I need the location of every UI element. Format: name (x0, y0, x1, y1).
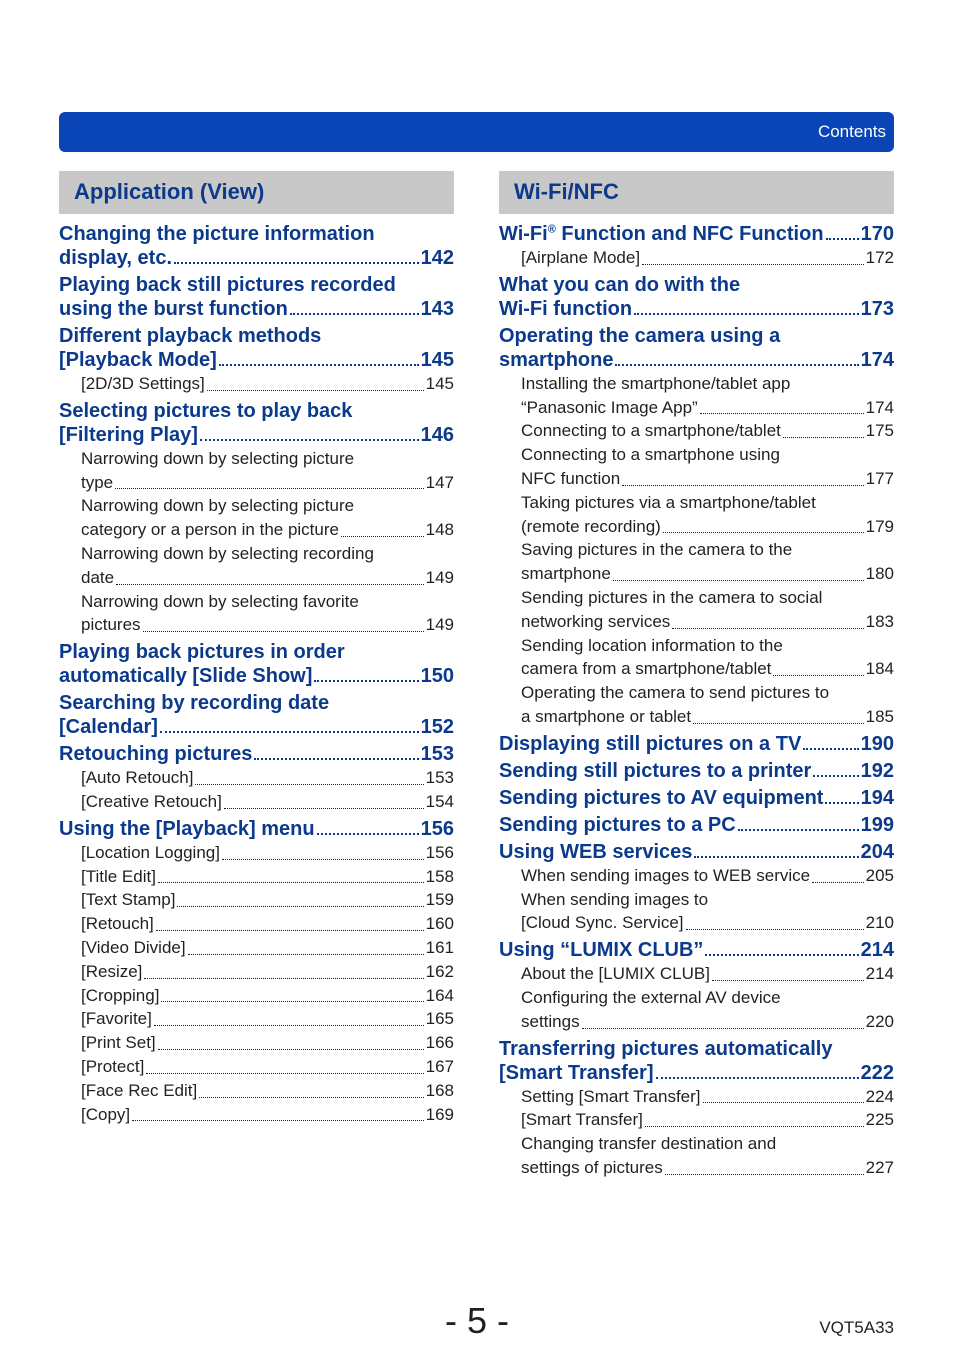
toc-entry-text: Using “LUMIX CLUB” (499, 939, 704, 962)
toc-page-number: 142 (420, 247, 454, 269)
toc-entry-text: Taking pictures via a smartphone/tablet (521, 492, 816, 512)
dot-leader (144, 977, 423, 979)
toc-entry-text: Operating the camera using a (499, 324, 781, 347)
toc-entry[interactable] (499, 538, 894, 586)
toc-entry-text: Different playback methods (59, 325, 322, 347)
dot-leader (582, 1027, 864, 1029)
toc-page-number: 225 (865, 1110, 894, 1130)
dot-leader (188, 953, 424, 955)
toc-entry-text: Narrowing down by selecting picture (81, 496, 355, 516)
toc-page-number: 192 (860, 759, 894, 782)
toc-page-number: 148 (425, 520, 454, 540)
toc-entry-text: When sending images to (521, 889, 709, 909)
toc-page-number: 160 (425, 914, 454, 934)
toc-page-number: 179 (865, 516, 894, 536)
dot-leader (738, 828, 859, 831)
toc-entry-text: Using the [Playback] menu (59, 817, 315, 840)
toc-page-number: 147 (425, 472, 454, 492)
dot-leader (116, 583, 424, 585)
toc-entry-text: [Text Stamp] (81, 890, 176, 910)
dot-leader (154, 1024, 424, 1026)
dot-leader (825, 801, 858, 804)
toc-page-number: 169 (425, 1104, 454, 1124)
dot-leader (694, 855, 858, 858)
dot-leader (642, 263, 864, 265)
toc-entry[interactable] (59, 640, 454, 688)
toc-page-number: 185 (865, 706, 894, 726)
toc-entry-text: [Favorite] (81, 1009, 152, 1029)
toc-page-number: 158 (425, 866, 454, 886)
toc-entry-text: Retouching pictures (59, 743, 253, 766)
toc-entry[interactable] (499, 372, 894, 420)
toc-entry-text: [Print Set] (81, 1033, 156, 1053)
wifi-entry-suffix: Function and NFC Function (555, 223, 824, 245)
toc-entry-text: Playing back still pictures recorded (59, 274, 396, 296)
toc-entry-text: Using WEB services (499, 840, 693, 863)
toc-entry-text: Changing transfer destination and (521, 1134, 777, 1154)
toc-entry[interactable] (499, 246, 894, 270)
toc-entry[interactable] (59, 1103, 454, 1127)
dot-leader (290, 312, 419, 315)
toc-entry-text: Narrowing down by selecting picture (81, 448, 355, 468)
dot-leader (634, 312, 859, 315)
toc-page-number: 190 (860, 732, 894, 755)
dot-leader (224, 807, 424, 809)
toc-entry[interactable] (59, 865, 454, 889)
toc-page-number: 159 (425, 890, 454, 910)
toc-page-number: 161 (425, 937, 454, 957)
toc-entry-text: Sending pictures in the camera to social (521, 587, 823, 607)
toc-page-number: 152 (420, 716, 454, 739)
toc-entry-text: [Auto Retouch] (81, 768, 194, 788)
toc-entry-text: Sending pictures to a PC (499, 813, 736, 836)
toc-entry-text: Selecting pictures to play back (59, 399, 353, 422)
dot-leader (693, 722, 864, 724)
toc-entry-text: using the burst function (59, 298, 288, 320)
toc-entry-text: Saving pictures in the camera to the (521, 540, 793, 560)
dot-leader (663, 531, 864, 533)
toc-entry-text: [Face Rec Edit] (81, 1080, 198, 1100)
toc-entry-text: [Title Edit] (81, 866, 156, 886)
toc-entry-text: NFC function (521, 468, 621, 488)
left-column (59, 171, 454, 1126)
section-header-application-view: Application (View) (59, 171, 454, 214)
toc-list-right (499, 222, 894, 1180)
dot-leader (700, 412, 864, 414)
toc-entry[interactable] (499, 732, 894, 756)
toc-entry[interactable] (59, 984, 454, 1008)
toc-page-number: 174 (865, 397, 894, 417)
toc-page-number: 222 (860, 1061, 894, 1084)
toc-entry-text: settings of pictures (521, 1157, 663, 1177)
toc-entry[interactable] (59, 936, 454, 960)
toc-entry[interactable] (59, 324, 454, 372)
dot-leader (703, 1101, 864, 1103)
dot-leader (826, 237, 859, 240)
document-code: VQT5A33 (819, 1318, 894, 1337)
toc-page-number: 156 (420, 817, 454, 840)
toc-page-number: 156 (425, 842, 454, 862)
dot-leader (161, 1000, 423, 1002)
toc-entry[interactable] (59, 1055, 454, 1079)
toc-entry[interactable] (59, 222, 454, 270)
dot-leader (158, 881, 424, 883)
toc-page-number: 204 (860, 840, 894, 863)
toc-entry-text: [Filtering Play] (59, 423, 198, 446)
toc-entry[interactable] (59, 888, 454, 912)
dot-leader (672, 627, 863, 629)
toc-entry-text: Narrowing down by selecting recording (81, 543, 374, 563)
toc-entry[interactable] (59, 494, 454, 542)
toc-entry[interactable] (499, 634, 894, 682)
toc-entry-text: automatically [Slide Show] (59, 665, 313, 688)
dot-leader (222, 858, 424, 860)
toc-entry[interactable] (499, 681, 894, 729)
toc-entry-text: type (81, 472, 114, 492)
toc-entry[interactable] (59, 542, 454, 590)
toc-entry[interactable] (59, 1031, 454, 1055)
toc-entry-text: [Smart Transfer] (521, 1110, 643, 1130)
toc-entry-text: Wi-Fi function (499, 297, 633, 320)
toc-entry[interactable] (499, 962, 894, 986)
dot-leader (712, 979, 864, 981)
toc-entry-text: Setting [Smart Transfer] (521, 1086, 701, 1106)
toc-entry[interactable] (499, 1037, 894, 1085)
toc-page-number: 167 (425, 1056, 454, 1076)
dot-leader (199, 1096, 423, 1098)
toc-entry-text: Displaying still pictures on a TV (499, 732, 802, 755)
toc-entry[interactable] (499, 1132, 894, 1180)
toc-page-number: 173 (860, 297, 894, 320)
dot-leader (200, 438, 419, 441)
toc-entry[interactable] (59, 817, 454, 841)
toc-entry-text: [Cloud Sync. Service] (521, 913, 684, 933)
toc-page-number: 165 (425, 1009, 454, 1029)
toc-entry-text: Sending location information to the (521, 635, 783, 655)
toc-entry-text: display, etc. (59, 247, 173, 269)
toc-entry-text: When sending images to WEB service (521, 865, 811, 885)
toc-entry[interactable] (499, 888, 894, 936)
toc-entry-text: [Protect] (81, 1056, 145, 1076)
toc-entry[interactable] (59, 399, 454, 447)
toc-entry-text: Installing the smartphone/tablet app (521, 373, 791, 393)
toc-entry[interactable] (499, 491, 894, 539)
toc-entry[interactable] (59, 372, 454, 396)
dot-leader (803, 747, 858, 750)
toc-list-left (59, 222, 454, 1126)
dot-leader (705, 953, 858, 956)
dot-leader (773, 674, 863, 676)
dot-leader (174, 261, 419, 264)
toc-entry-text: date (81, 567, 115, 587)
dot-leader (783, 436, 864, 438)
page-number: - 5 - (444, 1300, 509, 1341)
toc-entry[interactable] (499, 324, 894, 372)
dot-leader (615, 363, 858, 366)
dot-leader (143, 630, 424, 632)
toc-page-number: 146 (420, 423, 454, 446)
toc-entry[interactable] (499, 1085, 894, 1109)
toc-entry-text: Operating the camera to send pictures to (521, 683, 830, 703)
dot-leader (156, 929, 424, 931)
toc-page-number: 177 (865, 468, 894, 488)
toc-entry-text: Transferring pictures automatically (499, 1037, 833, 1060)
toc-entry-text: [Copy] (81, 1104, 131, 1124)
toc-entry-text: smartphone (499, 348, 614, 371)
toc-entry-text: a smartphone or tablet (521, 706, 692, 726)
dot-leader (645, 1125, 864, 1127)
toc-entry[interactable] (499, 864, 894, 888)
toc-page-number: 205 (865, 865, 894, 885)
toc-page-number: 220 (865, 1011, 894, 1031)
toc-entry-text: Searching by recording date (59, 692, 330, 715)
toc-page-number: 162 (425, 961, 454, 981)
toc-entry[interactable] (499, 273, 894, 321)
toc-entry-text: category or a person in the picture (81, 520, 339, 540)
dot-leader (812, 881, 864, 883)
dot-leader (219, 363, 419, 366)
toc-entry[interactable] (59, 960, 454, 984)
toc-page-number: 183 (865, 611, 894, 631)
toc-page-number: 143 (420, 298, 454, 320)
dot-leader (115, 487, 423, 489)
dot-leader (254, 757, 418, 760)
contents-tab[interactable]: Contents (817, 122, 886, 141)
toc-entry[interactable] (59, 590, 454, 638)
toc-page-number: 170 (860, 223, 894, 245)
toc-entry-text: smartphone (521, 564, 611, 584)
dot-leader (314, 679, 418, 682)
toc-entry[interactable] (499, 786, 894, 810)
toc-entry-text: Sending still pictures to a printer (499, 759, 812, 782)
toc-entry[interactable] (59, 841, 454, 865)
toc-page-number: 150 (420, 665, 454, 688)
toc-entry[interactable] (59, 742, 454, 766)
toc-page-number: 174 (860, 348, 894, 371)
toc-entry-text: [Smart Transfer] (499, 1061, 654, 1084)
toc-entry-text: pictures (81, 615, 141, 635)
toc-page-number: 214 (865, 964, 894, 984)
toc-entry-text: Changing the picture information (59, 223, 375, 245)
toc-entry[interactable] (499, 938, 894, 962)
toc-entry-text: [Retouch] (81, 914, 154, 934)
toc-entry-text: What you can do with the (499, 273, 741, 296)
toc-entry[interactable] (499, 443, 894, 491)
toc-entry-text: Configuring the external AV device (521, 987, 781, 1007)
toc-entry-text: [Airplane Mode] (521, 248, 641, 267)
section-header-wifi-nfc: Wi-Fi/NFC (499, 171, 894, 214)
toc-page-number: 199 (860, 813, 894, 836)
toc-entry[interactable] (59, 447, 454, 495)
toc-entry-text: Connecting to a smartphone using (521, 445, 780, 465)
registered-mark: ® (547, 223, 556, 236)
toc-page-number: 172 (865, 248, 894, 267)
dot-leader (132, 1119, 423, 1121)
toc-page-number: 214 (860, 939, 894, 962)
dot-leader (656, 1076, 859, 1079)
dot-leader (207, 389, 424, 391)
dot-leader (686, 928, 864, 930)
toc-entry-wifi-function[interactable] (499, 222, 894, 246)
toc-entry[interactable] (499, 586, 894, 634)
toc-entry[interactable] (59, 790, 454, 814)
toc-entry-text: Connecting to a smartphone/tablet (521, 421, 781, 441)
toc-page-number: 154 (425, 791, 454, 811)
toc-page-number: 149 (425, 567, 454, 587)
toc-entry[interactable] (59, 691, 454, 739)
toc-entry-text: [Resize] (81, 961, 143, 981)
toc-page-number: 224 (865, 1086, 894, 1106)
toc-page-number: 166 (425, 1033, 454, 1053)
dot-leader (195, 783, 423, 785)
toc-entry-text: [Playback Mode] (59, 349, 217, 371)
dot-leader (813, 774, 858, 777)
toc-entry-text: [Creative Retouch] (81, 791, 222, 811)
toc-entry[interactable] (499, 759, 894, 783)
header-bar (59, 112, 894, 152)
toc-page-number: 194 (860, 786, 894, 809)
toc-entry[interactable] (499, 1108, 894, 1132)
toc-entry-text: [Location Logging] (81, 842, 220, 862)
wifi-entry-prefix: Wi-Fi (499, 223, 548, 245)
toc-entry[interactable] (59, 1007, 454, 1031)
toc-entry-text: [Cropping] (81, 985, 160, 1005)
toc-entry-text: [Calendar] (59, 716, 158, 739)
dot-leader (158, 1048, 424, 1050)
dot-leader (341, 535, 424, 537)
toc-entry-text: [2D/3D Settings] (81, 374, 205, 393)
toc-page-number: 184 (865, 659, 894, 679)
toc-page-number: 164 (425, 985, 454, 1005)
dot-leader (177, 905, 423, 907)
toc-entry-text: Playing back pictures in order (59, 641, 345, 664)
toc-entry-text: “Panasonic Image App” (521, 397, 698, 417)
dot-leader (665, 1173, 864, 1175)
toc-entry-text: networking services (521, 611, 671, 631)
toc-page-number: 153 (420, 743, 454, 766)
toc-page-number: 210 (865, 913, 894, 933)
toc-entry-text: About the [LUMIX CLUB] (521, 964, 710, 984)
dot-leader (160, 730, 419, 733)
toc-entry-text: camera from a smartphone/tablet (521, 659, 772, 679)
dot-leader (146, 1072, 423, 1074)
toc-page-number: 175 (865, 421, 894, 441)
dot-leader (317, 832, 419, 835)
dot-leader (613, 579, 864, 581)
toc-page-number: 180 (865, 564, 894, 584)
toc-entry-text: Narrowing down by selecting favorite (81, 591, 359, 611)
toc-page-number: 227 (865, 1157, 894, 1177)
toc-entry[interactable] (499, 419, 894, 443)
toc-entry[interactable] (59, 1079, 454, 1103)
toc-entry-text: (remote recording) (521, 516, 661, 536)
toc-page-number: 145 (425, 374, 454, 393)
toc-page-number: 149 (425, 615, 454, 635)
toc-entry-text: Sending pictures to AV equipment (499, 786, 824, 809)
dot-leader (622, 484, 863, 486)
toc-entry-text: settings (521, 1011, 580, 1031)
toc-page-number: 153 (425, 768, 454, 788)
toc-entry[interactable] (59, 766, 454, 790)
toc-entry[interactable] (59, 273, 454, 321)
toc-entry[interactable] (499, 813, 894, 837)
toc-page-number: 145 (420, 349, 454, 371)
toc-entry[interactable] (499, 986, 894, 1034)
toc-entry-text: [Video Divide] (81, 937, 186, 957)
toc-entry[interactable] (499, 840, 894, 864)
toc-entry[interactable] (59, 912, 454, 936)
right-column (499, 171, 894, 1180)
toc-page-number: 168 (425, 1080, 454, 1100)
